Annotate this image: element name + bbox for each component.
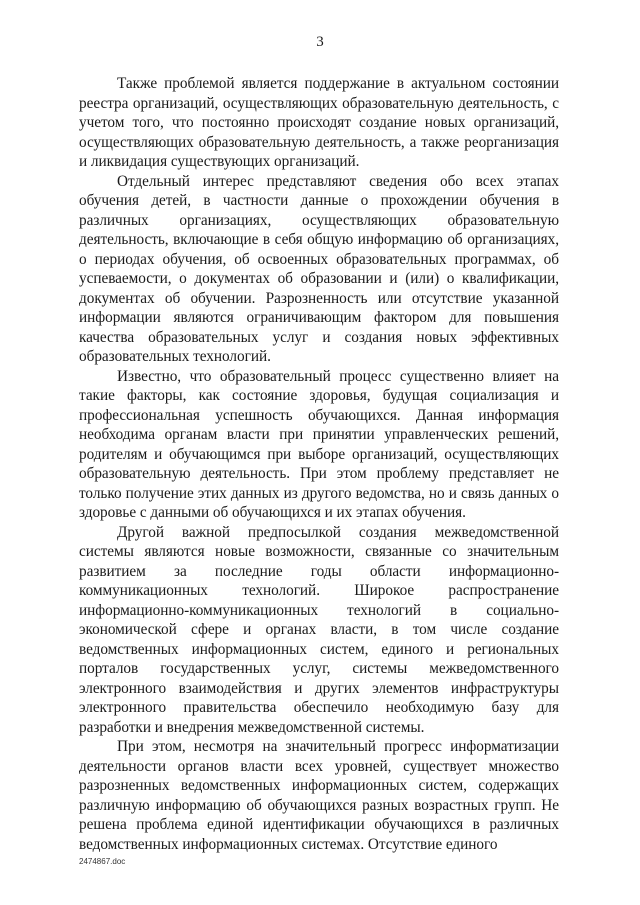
page-number: 3: [316, 34, 324, 50]
paragraph: Также проблемой является поддержание в актуальном состоянии реестра организаций, осуществляющих образовательную деятельность, с учетом того, что постоянно происходят создание новых организаций, осуществляющих образовательную деятельность, а также реорганизация и ликвидация существующих организаций.: [79, 75, 559, 170]
paragraph: Другой важной предпосылкой создания межведомственной системы являются новые возможности, связанные со значительным развитием за последние годы области информационно-коммуникационных технологий. Широкое распространение информационно-коммуникационных технологий в социально-экономической сфере и органах власти, в том числе создание ведомственных информационных систем, единого и региональных порталов государственных услуг, системы межведомственного электронного взаимодействия и других элементов инфраструктуры электронного правительства обеспечило необходимую базу для разработки и внедрения межведомственной системы.: [79, 523, 559, 736]
paragraph: Отдельный интерес представляют сведения обо всех этапах обучения детей, в частности данные о прохождении обучения в различных организациях, осуществляющих образовательную деятельность, включающие в себя общую информацию об организациях, о периодах обучения, об освоенных образовательных программах, об успеваемости, о документах об образовании и (или) о квалификации, документах об обучении. Разрозненность или отсутствие указанной информации являются ограничивающим фактором для повышения качества образовательных услуг и создания новых эффективных образовательных технологий.: [79, 172, 559, 365]
paragraph: Известно, что образовательный процесс существенно влияет на такие факторы, как состояние здоровья, будущая социализация и профессиональная успешность обучающихся. Данная информация необходима органам власти при принятии управленческих решений, родителям и обучающимся при выборе организаций, осуществляющих образовательную деятельность. При этом проблему представляет не только получение этих данных из другого ведомства, но и связь данных о здоровье с данными об обучающихся и их этапах обучения.: [79, 367, 559, 521]
paragraph: При этом, несмотря на значительный прогресс информатизации деятельности органов власти всех уровней, существует множество разрозненных ведомственных информационных систем, содержащих различную информацию об обучающихся разных возрастных групп. Не решена проблема единой идентификации обучающихся в различных ведомственных информационных системах. Отсутствие единого: [79, 738, 559, 853]
document-body: [79, 74, 559, 854]
footer-document-name: 2474867.doc: [79, 857, 126, 866]
